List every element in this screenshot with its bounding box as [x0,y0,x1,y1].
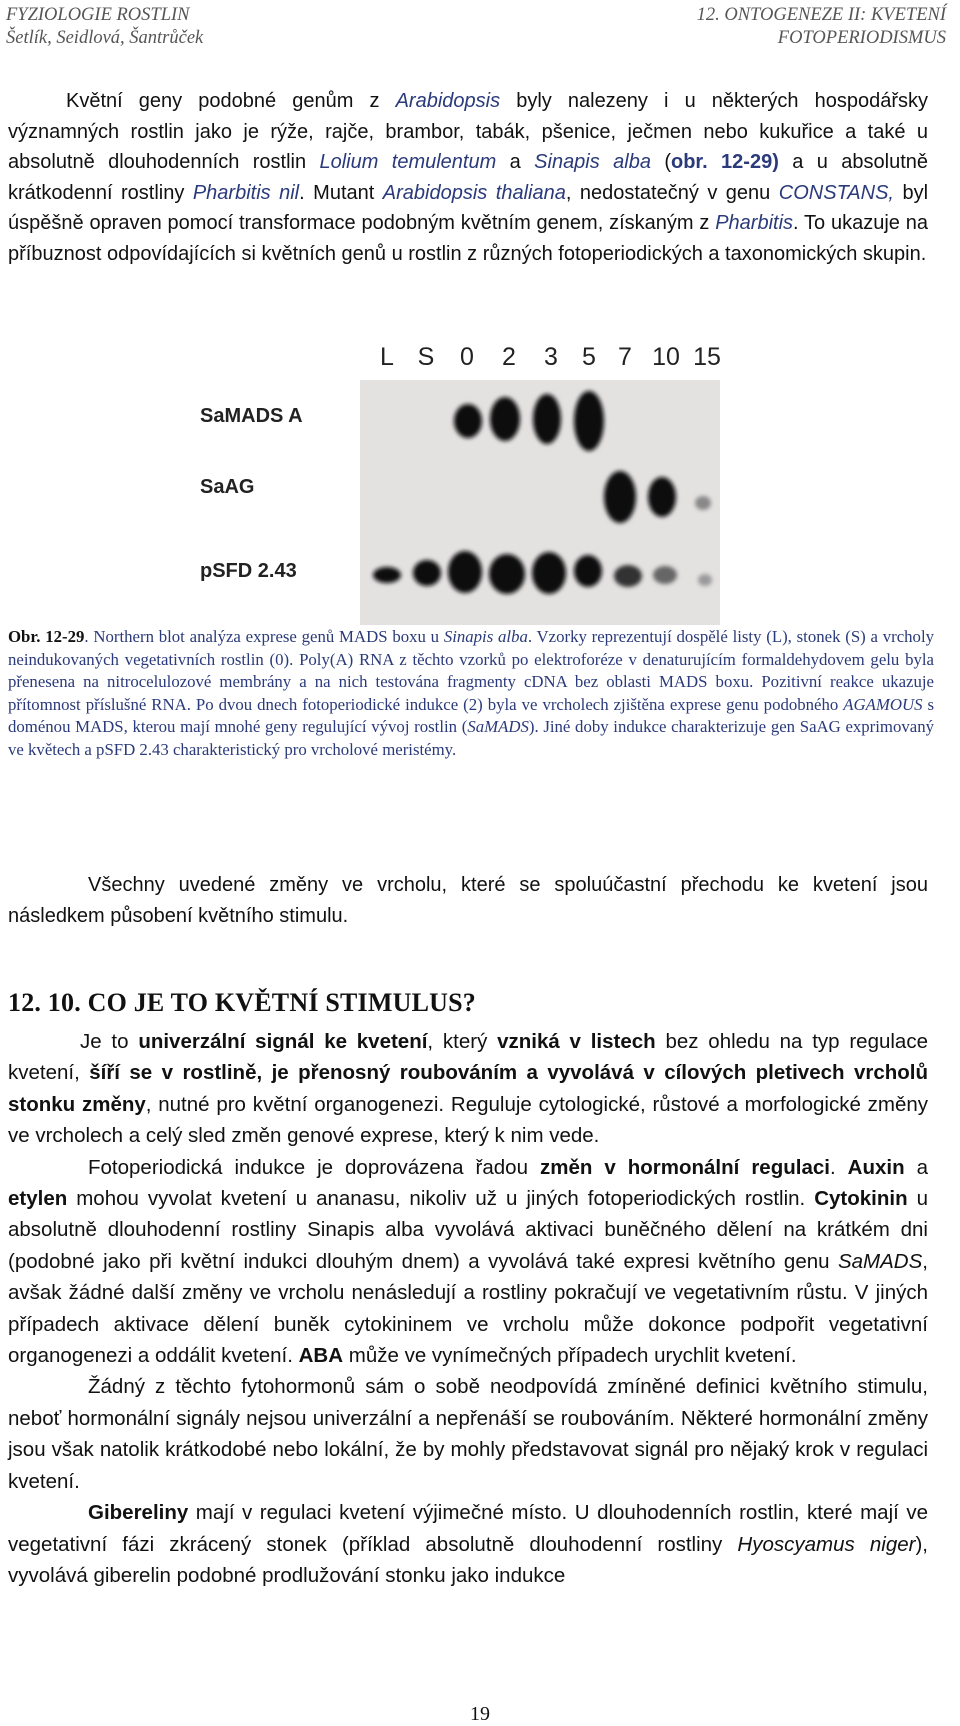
probe-labels [200,405,303,582]
lane-label: 7 [618,343,632,371]
caption-label: Obr. 12-29 [8,627,85,646]
header-right [697,4,946,50]
paragraph-intro: Květní geny podobné genům z Arabidopsis byly nalezeny i u některých hospodářsky významných rostlin jako je rýže, rajče, brambor, tabák, pšenice, ječmen nebo kukuřice a také u absolutně dlouhodenních rostlin Lolium temulentum a Sinapis alba (obr. 12-29) a u absolutně krátkodenní rostliny Pharbitis nil. Mutant Arabidopsis thaliana, nedostatečný v genu CONSTANS, byl úspěšně opraven pomocí transformace podobným květním genem, získaným z Pharbitis. To ukazuje na příbuznost odpovídajících si květních genů u rostlin z různých fotoperiodických a taxonomických skupin. [8,90,929,265]
northern-blot-figure [200,335,745,625]
band [574,555,602,587]
figure-caption: Obr. 12-29. Northern blot analýza exprese genů MADS boxu u Sinapis alba. Vzorky reprezentují dospělé listy (L), stonek (S) a vrcholy neindukovaných vegetativních rostlin (0). Poly(A) RNA z těchto vzorků po elektroforéze v denaturujícím formaldehydovem gelu byla přenesena na nitrocelulozové membrány a na nich testována fragmenty cDNA bez oblasti MADS boxu. Pozitivní reakce ukazuje přítomnost příslušné RNA. Po dvou dnech fotoperiodické indukce (2) byla ve vrcholech zjištěna exprese genu podobného AGAMOUS s doménou MADS, kterou mají mnohé geny regulující vývoj rostlin (SaMADS). Jiné doby indukce charakterizuje gen SaAG exprimovaný ve květech a pSFD 2.43 charakteristický pro vrcholové meristémy. [8,627,935,759]
header-authors: Šetlík, Seidlová, Šantrůček [6,28,204,48]
lane-labels [380,343,721,371]
band [448,551,482,593]
band [698,574,712,586]
page-number: 19 [470,1703,490,1725]
header-course-title: FYZIOLOGIE ROSTLIN [6,5,190,25]
band [490,397,520,441]
band [695,496,711,510]
band [614,565,642,587]
band [413,560,441,586]
lane-label: 5 [582,343,596,371]
section-heading: 12. 10. CO JE TO KVĚTNÍ STIMULUS? [8,988,476,1017]
probe-label-samads: SaMADS A [200,405,303,427]
header-left [6,4,203,50]
lane-label: 15 [693,343,721,371]
lane-label: 10 [652,343,680,371]
band [653,566,677,584]
header-chapter: 12. ONTOGENEZE II: KVETENÍ [696,5,946,25]
band [373,567,401,583]
band [532,552,566,594]
lane-label: 3 [544,343,558,371]
lane-label: 0 [460,343,474,371]
probe-label-psfd: pSFD 2.43 [200,560,297,582]
lane-label: S [417,343,435,371]
probe-label-saag: SaAG [200,476,255,498]
paragraph-stimulus: Je to univerzální signál ke kvetení, který vzniká v listech bez ohledu na typ regulace kvetení, šíří se v rostlině, je přenosný roubováním a vyvolává v cílových pletivech vrcholů stonku změny, nutné pro květní organogenezi. Reguluje cytologické, růstové a morfologické změny ve vrcholech a celý sled změn genové exprese, který k nim vede. Fotoperiodická indukce je doprovázena řadou změn v hormonální regulaci. Auxin a etylen mohou vyvolat kvetení u ananasu, nikoliv už u jiných fotoperiodických rostlin. Cytokinin u absolutně dlouhodenní rostliny Sinapis alba vyvolává aktivaci buněčného dělení na krátkém dni (podobné jako při květní indukci dlouhým dnem) a vyvolává také expresi květního genu SaMADS, avšak žádné další změny ve vrcholu nenásledují a rostliny pokračují ve vegetativním růstu. V jiných případech aktivace dělení buněk cytokininem ve vrcholu může dokonce podpořit vegetativní organogenezi a oddálit kvetení. ABA může ve vynímečných případech urychlit kvetení. Žádný z těchto fytohormonů sám o sobě neodpovídá zmíněné definici květního stimulu, neboť hormonální signály nejsou univerzální a nepřenáší se roubováním. Některé hormonální změny jsou však natolik krátkodobé nebo lokální, že by mohly představovat signál pro nějaký krok v regulaci kvetení. Gibereliny mají v regulaci kvetení výjimečné místo. U dlouhodenních rostlin, které mají ve vegetativní fázi zkrácený stonek (příklad absolutně dlouhodenní rostliny Hyoscyamus niger), vyvolává giberelin podobné prodlužování stonku jako indukce [8,1030,929,1587]
lane-label: L [380,343,394,371]
band [648,477,676,517]
band [574,391,604,451]
header-subchapter: FOTOPERIODISMUS [777,28,946,48]
band [489,554,525,594]
band [604,471,636,523]
band [533,394,561,444]
paragraph-summary: Všechny uvedené změny ve vrcholu, které se spoluúčastní přechodu ke kvetení jsou následkem působení květního stimulu. [8,874,928,927]
band [454,404,482,438]
lane-label: 2 [502,343,516,371]
